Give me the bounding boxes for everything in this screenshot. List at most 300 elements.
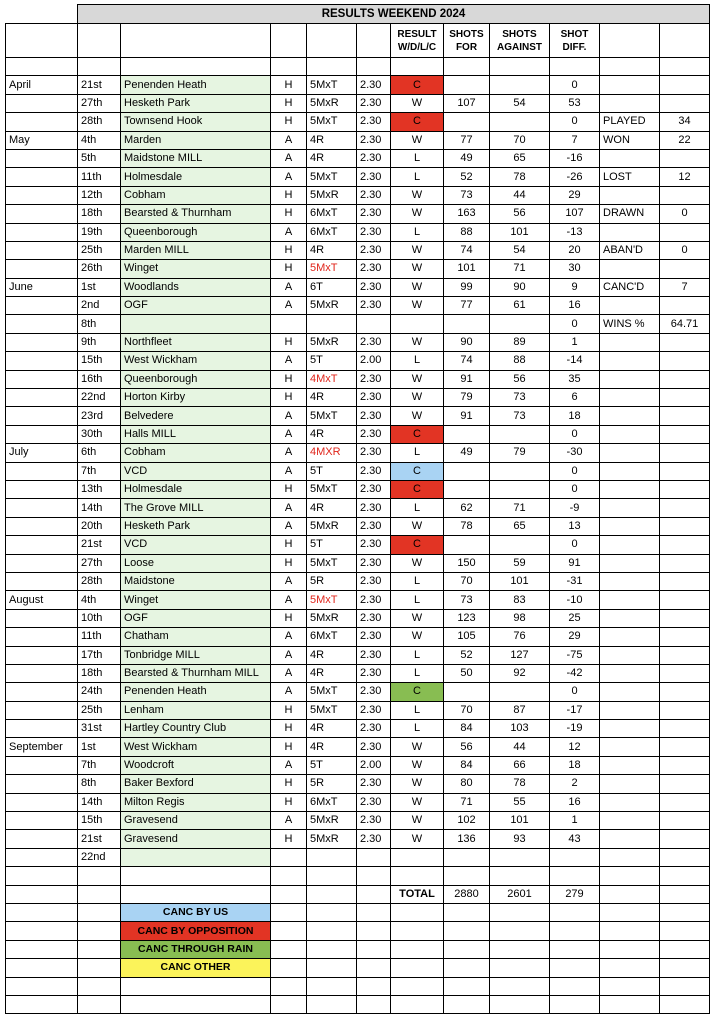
result-cell[interactable]: W	[391, 131, 444, 149]
shots-for-cell[interactable]: 101	[444, 260, 490, 278]
date-cell[interactable]: 18th	[78, 664, 121, 682]
blank-cell[interactable]	[78, 959, 121, 977]
blank-cell[interactable]	[600, 223, 660, 241]
shot-diff-cell[interactable]: 20	[550, 241, 600, 259]
summary-value[interactable]: 64.71	[660, 315, 710, 333]
month-cell[interactable]	[6, 370, 78, 388]
blank-cell[interactable]	[490, 940, 550, 958]
opponent-cell[interactable]: Northfleet	[121, 333, 271, 351]
shot-diff-cell[interactable]: 18	[550, 407, 600, 425]
start-time-cell[interactable]: 2.30	[357, 738, 391, 756]
start-time-cell[interactable]: 2.30	[357, 444, 391, 462]
shots-against-cell[interactable]: 76	[490, 628, 550, 646]
home-away-cell[interactable]: H	[271, 205, 307, 223]
date-cell[interactable]: 9th	[78, 333, 121, 351]
start-time-cell[interactable]: 2.30	[357, 462, 391, 480]
blank-cell[interactable]	[78, 977, 121, 995]
total-label[interactable]: TOTAL	[391, 885, 444, 903]
opponent-cell[interactable]: Halls MILL	[121, 425, 271, 443]
home-away-cell[interactable]: A	[271, 812, 307, 830]
blank-cell[interactable]	[490, 58, 550, 76]
header-cell[interactable]	[307, 24, 357, 58]
shots-against-cell[interactable]: 65	[490, 149, 550, 167]
home-away-cell[interactable]: A	[271, 499, 307, 517]
opponent-cell[interactable]: OGF	[121, 297, 271, 315]
opponent-cell[interactable]: The Grove MILL	[121, 499, 271, 517]
opponent-cell[interactable]: Loose	[121, 554, 271, 572]
shot-diff-cell[interactable]: 30	[550, 260, 600, 278]
date-cell[interactable]: 4th	[78, 131, 121, 149]
format-cell[interactable]: 4R	[307, 149, 357, 167]
blank-cell[interactable]	[600, 793, 660, 811]
blank-cell[interactable]	[78, 922, 121, 940]
home-away-cell[interactable]: H	[271, 113, 307, 131]
format-cell[interactable]: 4MXR	[307, 444, 357, 462]
shots-for-cell[interactable]: 70	[444, 572, 490, 590]
blank-cell[interactable]	[600, 591, 660, 609]
blank-cell[interactable]	[660, 444, 710, 462]
shot-diff-cell[interactable]: 29	[550, 628, 600, 646]
start-time-cell[interactable]: 2.30	[357, 480, 391, 498]
opponent-cell[interactable]: Horton Kirby	[121, 389, 271, 407]
result-cell[interactable]: L	[391, 720, 444, 738]
result-cell[interactable]: W	[391, 333, 444, 351]
blank-cell[interactable]	[600, 720, 660, 738]
result-cell[interactable]: W	[391, 554, 444, 572]
result-cell[interactable]: C	[391, 462, 444, 480]
result-cell[interactable]: W	[391, 370, 444, 388]
format-cell[interactable]	[307, 848, 357, 866]
shot-diff-cell[interactable]: 13	[550, 517, 600, 535]
blank-cell[interactable]	[6, 58, 78, 76]
date-cell[interactable]: 15th	[78, 352, 121, 370]
format-cell[interactable]: 5MxR	[307, 830, 357, 848]
shot-diff-cell[interactable]: -9	[550, 499, 600, 517]
shots-for-cell[interactable]: 73	[444, 591, 490, 609]
month-cell[interactable]	[6, 848, 78, 866]
month-cell[interactable]	[6, 389, 78, 407]
home-away-cell[interactable]: A	[271, 664, 307, 682]
shots-against-cell[interactable]: 101	[490, 812, 550, 830]
summary-label[interactable]: LOST	[600, 168, 660, 186]
shots-for-cell[interactable]: 90	[444, 333, 490, 351]
blank-cell[interactable]	[600, 995, 660, 1013]
header-cell[interactable]	[121, 24, 271, 58]
date-cell[interactable]: 10th	[78, 609, 121, 627]
blank-cell[interactable]	[600, 646, 660, 664]
blank-cell[interactable]	[271, 977, 307, 995]
blank-cell[interactable]	[600, 812, 660, 830]
format-cell[interactable]: 5MxR	[307, 186, 357, 204]
shot-diff-cell[interactable]: 0	[550, 76, 600, 94]
blank-cell[interactable]	[600, 425, 660, 443]
home-away-cell[interactable]: H	[271, 609, 307, 627]
shots-for-cell[interactable]: 107	[444, 94, 490, 112]
result-cell[interactable]: L	[391, 499, 444, 517]
home-away-cell[interactable]: A	[271, 444, 307, 462]
blank-cell[interactable]	[391, 977, 444, 995]
start-time-cell[interactable]: 2.30	[357, 591, 391, 609]
blank-cell[interactable]	[600, 370, 660, 388]
format-cell[interactable]: 6T	[307, 278, 357, 296]
date-cell[interactable]: 28th	[78, 572, 121, 590]
blank-cell[interactable]	[600, 76, 660, 94]
blank-cell[interactable]	[307, 885, 357, 903]
blank-cell[interactable]	[600, 922, 660, 940]
shots-against-cell[interactable]: 44	[490, 186, 550, 204]
summary-label[interactable]: DRAWN	[600, 205, 660, 223]
shots-against-cell[interactable]	[490, 425, 550, 443]
home-away-cell[interactable]: A	[271, 223, 307, 241]
shot-diff-cell[interactable]: 0	[550, 480, 600, 498]
shots-against-cell[interactable]: 101	[490, 572, 550, 590]
corner-cell[interactable]	[6, 5, 78, 24]
blank-cell[interactable]	[600, 462, 660, 480]
blank-cell[interactable]	[600, 58, 660, 76]
opponent-cell[interactable]: Baker Bexford	[121, 775, 271, 793]
blank-cell[interactable]	[660, 720, 710, 738]
date-cell[interactable]: 1st	[78, 738, 121, 756]
shots-for-cell[interactable]: 163	[444, 205, 490, 223]
blank-cell[interactable]	[600, 701, 660, 719]
result-cell[interactable]: W	[391, 609, 444, 627]
total-shots-for[interactable]: 2880	[444, 885, 490, 903]
blank-cell[interactable]	[600, 536, 660, 554]
blank-cell[interactable]	[271, 940, 307, 958]
start-time-cell[interactable]: 2.30	[357, 664, 391, 682]
blank-cell[interactable]	[600, 333, 660, 351]
legend-rain[interactable]: CANC THROUGH RAIN	[121, 940, 271, 958]
opponent-cell[interactable]: OGF	[121, 609, 271, 627]
blank-cell[interactable]	[121, 58, 271, 76]
result-cell[interactable]: C	[391, 683, 444, 701]
date-cell[interactable]: 25th	[78, 241, 121, 259]
format-cell[interactable]: 4R	[307, 499, 357, 517]
blank-cell[interactable]	[6, 903, 78, 921]
summary-value[interactable]: 34	[660, 113, 710, 131]
blank-cell[interactable]	[357, 58, 391, 76]
home-away-cell[interactable]: A	[271, 407, 307, 425]
opponent-cell[interactable]: Milton Regis	[121, 793, 271, 811]
result-cell[interactable]: W	[391, 830, 444, 848]
shots-against-cell[interactable]	[490, 113, 550, 131]
result-cell[interactable]: W	[391, 241, 444, 259]
date-cell[interactable]: 7th	[78, 756, 121, 774]
blank-cell[interactable]	[600, 830, 660, 848]
result-cell[interactable]: C	[391, 76, 444, 94]
shot-diff-cell[interactable]	[550, 848, 600, 866]
header-cell[interactable]	[357, 24, 391, 58]
blank-cell[interactable]	[391, 940, 444, 958]
blank-cell[interactable]	[391, 903, 444, 921]
date-cell[interactable]: 5th	[78, 149, 121, 167]
opponent-cell[interactable]: Hesketh Park	[121, 94, 271, 112]
shot-diff-cell[interactable]: 53	[550, 94, 600, 112]
blank-cell[interactable]	[660, 683, 710, 701]
opponent-cell[interactable]: Maidstone	[121, 572, 271, 590]
date-cell[interactable]: 20th	[78, 517, 121, 535]
shots-against-cell[interactable]: 90	[490, 278, 550, 296]
home-away-cell[interactable]	[271, 848, 307, 866]
format-cell[interactable]: 5MxR	[307, 94, 357, 112]
shots-for-cell[interactable]: 77	[444, 131, 490, 149]
blank-cell[interactable]	[444, 959, 490, 977]
opponent-cell[interactable]: Hesketh Park	[121, 517, 271, 535]
blank-cell[interactable]	[550, 977, 600, 995]
blank-cell[interactable]	[78, 58, 121, 76]
format-cell[interactable]: 5MxT	[307, 76, 357, 94]
blank-cell[interactable]	[660, 628, 710, 646]
shots-against-cell[interactable]	[490, 462, 550, 480]
opponent-cell[interactable]: Holmesdale	[121, 168, 271, 186]
date-cell[interactable]: 24th	[78, 683, 121, 701]
header-cell[interactable]	[600, 24, 660, 58]
date-cell[interactable]: 21st	[78, 536, 121, 554]
result-cell[interactable]: W	[391, 517, 444, 535]
home-away-cell[interactable]: H	[271, 389, 307, 407]
opponent-cell[interactable]	[121, 315, 271, 333]
blank-cell[interactable]	[660, 701, 710, 719]
result-cell[interactable]	[391, 848, 444, 866]
blank-cell[interactable]	[600, 480, 660, 498]
blank-cell[interactable]	[307, 995, 357, 1013]
shots-against-cell[interactable]: 79	[490, 444, 550, 462]
shot-diff-cell[interactable]: 35	[550, 370, 600, 388]
shots-against-cell[interactable]: 101	[490, 223, 550, 241]
shot-diff-cell[interactable]: -17	[550, 701, 600, 719]
start-time-cell[interactable]: 2.30	[357, 260, 391, 278]
blank-cell[interactable]	[444, 922, 490, 940]
blank-cell[interactable]	[271, 995, 307, 1013]
header-cell[interactable]	[660, 24, 710, 58]
format-cell[interactable]: 5T	[307, 352, 357, 370]
blank-cell[interactable]	[357, 995, 391, 1013]
result-cell[interactable]: W	[391, 389, 444, 407]
summary-label[interactable]: CANC'D	[600, 278, 660, 296]
shots-for-cell[interactable]: 74	[444, 241, 490, 259]
blank-cell[interactable]	[600, 94, 660, 112]
blank-cell[interactable]	[600, 186, 660, 204]
shot-diff-cell[interactable]: -13	[550, 223, 600, 241]
summary-label[interactable]: PLAYED	[600, 113, 660, 131]
date-cell[interactable]: 30th	[78, 425, 121, 443]
month-cell[interactable]	[6, 572, 78, 590]
shots-against-cell[interactable]: 65	[490, 517, 550, 535]
format-cell[interactable]: 4R	[307, 738, 357, 756]
shot-diff-cell[interactable]: -19	[550, 720, 600, 738]
month-cell[interactable]: June	[6, 278, 78, 296]
date-cell[interactable]: 6th	[78, 444, 121, 462]
blank-cell[interactable]	[660, 793, 710, 811]
blank-cell[interactable]	[600, 775, 660, 793]
blank-cell[interactable]	[78, 940, 121, 958]
start-time-cell[interactable]: 2.30	[357, 425, 391, 443]
start-time-cell[interactable]: 2.30	[357, 517, 391, 535]
shots-for-cell[interactable]: 52	[444, 168, 490, 186]
date-cell[interactable]: 8th	[78, 315, 121, 333]
shot-diff-cell[interactable]: 0	[550, 425, 600, 443]
blank-cell[interactable]	[6, 885, 78, 903]
date-cell[interactable]: 15th	[78, 812, 121, 830]
start-time-cell[interactable]: 2.30	[357, 683, 391, 701]
month-cell[interactable]	[6, 683, 78, 701]
opponent-cell[interactable]: Penenden Heath	[121, 683, 271, 701]
format-cell[interactable]: 5MxT	[307, 168, 357, 186]
blank-cell[interactable]	[600, 867, 660, 885]
shots-for-cell[interactable]	[444, 425, 490, 443]
format-cell[interactable]: 6MxT	[307, 223, 357, 241]
shots-for-cell[interactable]: 99	[444, 278, 490, 296]
blank-cell[interactable]	[121, 977, 271, 995]
date-cell[interactable]: 12th	[78, 186, 121, 204]
shots-against-cell[interactable]: 73	[490, 389, 550, 407]
month-cell[interactable]	[6, 609, 78, 627]
format-cell[interactable]: 4R	[307, 241, 357, 259]
start-time-cell[interactable]: 2.30	[357, 205, 391, 223]
shots-against-cell[interactable]: 93	[490, 830, 550, 848]
shot-diff-cell[interactable]: 18	[550, 756, 600, 774]
start-time-cell[interactable]: 2.30	[357, 333, 391, 351]
shots-against-cell[interactable]: 89	[490, 333, 550, 351]
shot-diff-cell[interactable]: 16	[550, 793, 600, 811]
shots-for-cell[interactable]: 52	[444, 646, 490, 664]
opponent-cell[interactable]: VCD	[121, 462, 271, 480]
start-time-cell[interactable]: 2.30	[357, 793, 391, 811]
home-away-cell[interactable]: A	[271, 149, 307, 167]
shots-for-cell[interactable]: 91	[444, 370, 490, 388]
shots-for-cell[interactable]: 105	[444, 628, 490, 646]
blank-cell[interactable]	[600, 352, 660, 370]
blank-cell[interactable]	[600, 903, 660, 921]
shots-for-cell[interactable]: 84	[444, 756, 490, 774]
format-cell[interactable]: 4R	[307, 389, 357, 407]
home-away-cell[interactable]: A	[271, 278, 307, 296]
start-time-cell[interactable]: 2.30	[357, 297, 391, 315]
blank-cell[interactable]	[600, 848, 660, 866]
total-shots-against[interactable]: 2601	[490, 885, 550, 903]
shots-against-cell[interactable]: 71	[490, 499, 550, 517]
shots-against-cell[interactable]: 78	[490, 775, 550, 793]
result-cell[interactable]: W	[391, 793, 444, 811]
shots-against-cell[interactable]: 98	[490, 609, 550, 627]
start-time-cell[interactable]	[357, 848, 391, 866]
format-cell[interactable]: 4R	[307, 664, 357, 682]
shots-for-cell[interactable]: 70	[444, 701, 490, 719]
month-cell[interactable]	[6, 407, 78, 425]
shots-for-cell[interactable]: 77	[444, 297, 490, 315]
format-cell[interactable]: 5MxT	[307, 683, 357, 701]
start-time-cell[interactable]: 2.30	[357, 113, 391, 131]
result-cell[interactable]: L	[391, 444, 444, 462]
date-cell[interactable]: 23rd	[78, 407, 121, 425]
shot-diff-cell[interactable]: 91	[550, 554, 600, 572]
blank-cell[interactable]	[121, 867, 271, 885]
month-cell[interactable]	[6, 168, 78, 186]
opponent-cell[interactable]: Gravesend	[121, 830, 271, 848]
date-cell[interactable]: 26th	[78, 260, 121, 278]
blank-cell[interactable]	[444, 903, 490, 921]
shots-against-cell[interactable]	[490, 76, 550, 94]
shot-diff-cell[interactable]: -42	[550, 664, 600, 682]
format-cell[interactable]: 5T	[307, 756, 357, 774]
blank-cell[interactable]	[660, 775, 710, 793]
shots-for-cell[interactable]	[444, 480, 490, 498]
start-time-cell[interactable]: 2.30	[357, 775, 391, 793]
opponent-cell[interactable]: West Wickham	[121, 738, 271, 756]
format-cell[interactable]: 6MxT	[307, 205, 357, 223]
date-cell[interactable]: 11th	[78, 628, 121, 646]
blank-cell[interactable]	[391, 58, 444, 76]
home-away-cell[interactable]: H	[271, 186, 307, 204]
opponent-cell[interactable]: Cobham	[121, 444, 271, 462]
month-cell[interactable]	[6, 812, 78, 830]
shots-for-cell[interactable]	[444, 536, 490, 554]
start-time-cell[interactable]: 2.30	[357, 646, 391, 664]
blank-cell[interactable]	[660, 756, 710, 774]
blank-cell[interactable]	[660, 425, 710, 443]
blank-cell[interactable]	[660, 499, 710, 517]
start-time-cell[interactable]: 2.30	[357, 407, 391, 425]
opponent-cell[interactable]: Holmesdale	[121, 480, 271, 498]
shot-diff-cell[interactable]: 7	[550, 131, 600, 149]
shots-against-cell[interactable]: 55	[490, 793, 550, 811]
blank-cell[interactable]	[490, 867, 550, 885]
month-cell[interactable]	[6, 113, 78, 131]
blank-cell[interactable]	[660, 333, 710, 351]
result-cell[interactable]: L	[391, 223, 444, 241]
shot-diff-cell[interactable]: 9	[550, 278, 600, 296]
blank-cell[interactable]	[78, 903, 121, 921]
blank-cell[interactable]	[660, 572, 710, 590]
blank-cell[interactable]	[600, 572, 660, 590]
header-cell[interactable]	[6, 24, 78, 58]
month-cell[interactable]	[6, 701, 78, 719]
month-cell[interactable]	[6, 628, 78, 646]
month-cell[interactable]	[6, 241, 78, 259]
legend-other[interactable]: CANC OTHER	[121, 959, 271, 977]
date-cell[interactable]: 8th	[78, 775, 121, 793]
shots-against-cell[interactable]: 59	[490, 554, 550, 572]
blank-cell[interactable]	[271, 922, 307, 940]
blank-cell[interactable]	[600, 940, 660, 958]
shots-for-cell[interactable]: 123	[444, 609, 490, 627]
shot-diff-cell[interactable]: 1	[550, 812, 600, 830]
blank-cell[interactable]	[660, 370, 710, 388]
blank-cell[interactable]	[660, 867, 710, 885]
shot-diff-cell[interactable]: -75	[550, 646, 600, 664]
format-cell[interactable]: 5MxR	[307, 609, 357, 627]
start-time-cell[interactable]: 2.30	[357, 241, 391, 259]
month-cell[interactable]	[6, 517, 78, 535]
shots-for-cell[interactable]	[444, 76, 490, 94]
shot-diff-cell[interactable]: -10	[550, 591, 600, 609]
shot-diff-cell[interactable]: 12	[550, 738, 600, 756]
blank-cell[interactable]	[357, 903, 391, 921]
shots-against-cell[interactable]: 54	[490, 94, 550, 112]
shot-diff-cell[interactable]: 29	[550, 186, 600, 204]
format-cell[interactable]: 6MxT	[307, 793, 357, 811]
shot-diff-cell[interactable]: 0	[550, 683, 600, 701]
blank-cell[interactable]	[660, 260, 710, 278]
opponent-cell[interactable]: Townsend Hook	[121, 113, 271, 131]
shots-for-cell[interactable]: 62	[444, 499, 490, 517]
blank-cell[interactable]	[307, 940, 357, 958]
month-cell[interactable]	[6, 646, 78, 664]
blank-cell[interactable]	[357, 977, 391, 995]
home-away-cell[interactable]: H	[271, 480, 307, 498]
opponent-cell[interactable]	[121, 848, 271, 866]
shot-diff-cell[interactable]: 6	[550, 389, 600, 407]
